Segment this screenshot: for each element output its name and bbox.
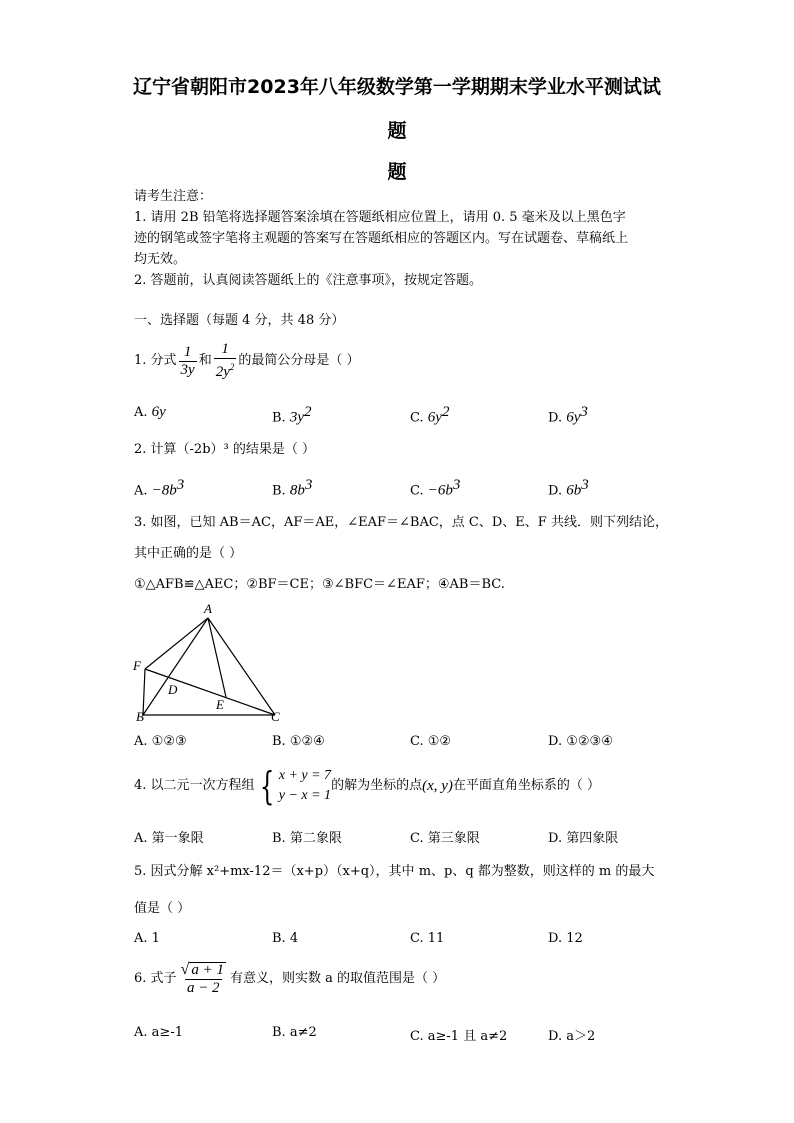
q1-option-a-value: 6y xyxy=(151,404,166,420)
q6-denominator: a − 2 xyxy=(186,980,220,996)
q3-option-a[interactable] xyxy=(134,734,187,749)
q4-eq2: y − x = 1 xyxy=(278,788,332,803)
segment-ae xyxy=(208,618,226,697)
option-label: A. xyxy=(134,1025,148,1040)
q2-option-c[interactable] xyxy=(410,477,460,499)
question-3-stem-line2: 其中正确的是（ ） xyxy=(134,546,243,561)
q3-option-b[interactable] xyxy=(272,734,325,749)
q6-numerator xyxy=(179,962,228,979)
segment-fc xyxy=(145,669,275,715)
q1-option-d-exp: 3 xyxy=(580,404,588,420)
q4-option-b[interactable] xyxy=(272,827,342,846)
option-label: A. xyxy=(134,734,148,749)
q1-prefix: 1. 分式 xyxy=(134,353,177,368)
option-label: A. xyxy=(134,831,148,846)
q3-option-c-value: ①② xyxy=(427,734,452,749)
q3-option-d[interactable] xyxy=(548,734,613,749)
q2-option-d-value: 6b xyxy=(566,482,582,499)
option-label: C. xyxy=(410,410,424,426)
left-brace: { xyxy=(259,764,274,808)
q1-frac2-den-wrap xyxy=(214,358,237,380)
q2-option-c-exp: 3 xyxy=(452,477,461,493)
option-label: C. xyxy=(410,734,424,749)
q3-option-d-value: ①②③④ xyxy=(566,734,613,749)
q1-and: 和 xyxy=(198,353,212,368)
page-title-line3: 题 xyxy=(387,161,407,183)
q6-option-a-value: a≥-1 xyxy=(151,1025,183,1040)
notice-item1-line1: 1. 请用 2B 铅笔将选择题答案涂填在答题纸相应位置上，请用 0. 5 毫米及以上黑色字 xyxy=(134,210,626,225)
q4-option-a[interactable] xyxy=(134,827,204,846)
q1-option-d-value: 6y xyxy=(566,409,581,426)
q4-prefix: 4. 以二元一次方程组 xyxy=(134,778,255,793)
q3-option-c[interactable] xyxy=(410,734,451,749)
label-d: D xyxy=(168,682,178,697)
q6-option-d[interactable] xyxy=(548,1025,595,1044)
q2-option-a[interactable] xyxy=(134,477,184,499)
q2-option-b-exp: 3 xyxy=(304,477,313,493)
q5-option-c[interactable] xyxy=(410,931,444,946)
segment-ab xyxy=(143,618,208,715)
question-2-stem: 2. 计算（-2b）³ 的结果是（ ） xyxy=(134,442,315,457)
q3-option-a-value: ①②③ xyxy=(151,734,187,749)
label-c: C xyxy=(271,709,280,724)
option-label: D. xyxy=(548,410,563,426)
q4-option-c-value: 第三象限 xyxy=(427,831,480,846)
question-5-stem-line1: 5. 因式分解 x²+mx-12＝（x+p）（x+q），其中 m、p、q 都为整数，则这样的 m 的最大 xyxy=(134,864,655,879)
q4-point: (x, y) xyxy=(422,778,453,794)
q1-option-b-value: 3y xyxy=(289,409,304,426)
q3-triangle-figure xyxy=(128,598,288,724)
option-label: C. xyxy=(410,1029,424,1044)
q2-option-b[interactable] xyxy=(272,477,312,499)
option-label: B. xyxy=(272,831,286,846)
q2-option-c-value: −6b xyxy=(427,482,453,499)
q4-mid: 的解为坐标的点 xyxy=(331,778,423,793)
q5-option-b[interactable] xyxy=(272,931,298,946)
q5-option-c-value: 11 xyxy=(427,931,445,946)
option-label: B. xyxy=(272,931,286,946)
q1-option-c-exp: 2 xyxy=(441,404,450,420)
q5-option-a-value: 1 xyxy=(151,931,160,946)
q5-option-d-value: 12 xyxy=(566,931,583,946)
option-label: B. xyxy=(272,410,286,426)
q6-option-c-value: a≥-1 且 a≠2 xyxy=(427,1029,508,1044)
option-label: A. xyxy=(134,483,148,499)
notice-heading: 请考生注意： xyxy=(134,189,213,204)
q1-frac1-num: 1 xyxy=(183,343,192,360)
question-1-stem xyxy=(134,342,360,380)
question-6-stem xyxy=(134,962,445,996)
q4-eq1: x + y = 7 xyxy=(278,768,332,783)
option-label: C. xyxy=(410,483,424,499)
q4-option-b-value: 第二象限 xyxy=(289,831,342,846)
q6-option-c[interactable] xyxy=(410,1025,507,1044)
q5-option-a[interactable] xyxy=(134,931,160,946)
q1-frac2-den: 2y xyxy=(215,364,230,380)
q1-option-b[interactable] xyxy=(272,404,312,426)
q4-option-c[interactable] xyxy=(410,827,480,846)
option-label: D. xyxy=(548,831,563,846)
section-heading: 一、选择题（每题 4 分，共 48 分） xyxy=(134,313,345,328)
question-3-statements: ①△AFB≌△AEC；②BF＝CE；③∠BFC＝∠EAF；④AB＝BC. xyxy=(134,577,505,592)
question-4-stem xyxy=(134,766,600,806)
q1-option-c-value: 6y xyxy=(427,409,442,426)
option-label: D. xyxy=(548,483,563,499)
option-label: A. xyxy=(134,931,148,946)
q6-prefix: 6. 式子 xyxy=(134,971,177,986)
q1-option-c[interactable] xyxy=(410,404,449,426)
q1-option-a[interactable] xyxy=(134,404,166,421)
q4-suffix: 在平面直角坐标系的（ ） xyxy=(452,778,601,793)
q5-option-b-value: 4 xyxy=(289,931,299,946)
option-label: A. xyxy=(134,405,148,420)
option-label: D. xyxy=(548,1029,563,1044)
q1-fraction-2 xyxy=(214,342,237,380)
q2-option-a-value: −8b xyxy=(151,482,177,499)
q2-option-d[interactable] xyxy=(548,477,589,499)
notice-item1-line2: 迹的钢笔或签字笔将主观题的答案写在答题纸相应的答题区内。写在试题卷、草稿纸上 xyxy=(134,231,629,246)
notice-item1-line3: 均无效。 xyxy=(134,252,187,267)
label-b: B xyxy=(136,709,144,724)
option-label: C. xyxy=(410,931,424,946)
page-title-line1: 辽宁省朝阳市2023年八年级数学第一学期期末学业水平测试试 xyxy=(133,76,661,98)
q1-frac2-num: 1 xyxy=(221,341,229,357)
question-3-stem-line1: 3. 如图，已知 AB＝AC，AF＝AE，∠EAF＝∠BAC，点 C、D、E、F 共线．则下列结论， xyxy=(134,515,668,530)
q5-option-d[interactable] xyxy=(548,931,583,946)
option-label: B. xyxy=(272,734,286,749)
q1-option-d[interactable] xyxy=(548,404,588,426)
q1-option-b-exp: 2 xyxy=(304,404,312,420)
option-label: D. xyxy=(548,931,563,946)
q6-fraction xyxy=(179,962,228,996)
label-a: A xyxy=(204,601,212,616)
q1-frac1-den: 3y xyxy=(180,361,195,378)
q1-fraction-1 xyxy=(179,345,197,378)
option-label: D. xyxy=(548,734,563,749)
question-5-stem-line2: 值是（ ） xyxy=(134,901,191,916)
label-e: E xyxy=(216,697,224,712)
q4-equation-system xyxy=(255,766,332,806)
q1-frac2-den-exp: 2 xyxy=(229,362,235,372)
q4-option-d[interactable] xyxy=(548,827,618,846)
notice-item2: 2. 答题前，认真阅读答题纸上的《注意事项》，按规定答题。 xyxy=(134,273,483,288)
q6-option-b[interactable] xyxy=(272,1025,317,1040)
q6-option-a[interactable] xyxy=(134,1025,183,1040)
q6-radicand: a + 1 xyxy=(191,962,224,978)
q2-option-b-value: 8b xyxy=(289,482,305,499)
option-label: B. xyxy=(272,483,286,499)
q1-suffix: 的最简公分母是（ ） xyxy=(238,353,360,368)
option-label: C. xyxy=(410,831,424,846)
label-f: F xyxy=(133,658,141,673)
q2-option-a-exp: 3 xyxy=(176,477,185,493)
option-label: B. xyxy=(272,1025,286,1040)
q6-option-d-value: a＞2 xyxy=(566,1029,596,1044)
q2-option-d-exp: 3 xyxy=(581,477,589,493)
q3-option-b-value: ①②④ xyxy=(289,734,325,749)
q6-option-b-value: a≠2 xyxy=(289,1025,317,1040)
q4-option-a-value: 第一象限 xyxy=(151,831,204,846)
segment-af xyxy=(145,618,208,669)
q6-suffix: 有意义，则实数 a 的取值范围是（ ） xyxy=(229,971,446,986)
q4-option-d-value: 第四象限 xyxy=(566,831,619,846)
page-title-line2: 题 xyxy=(387,120,407,142)
sqrt-icon: √ xyxy=(180,961,190,978)
